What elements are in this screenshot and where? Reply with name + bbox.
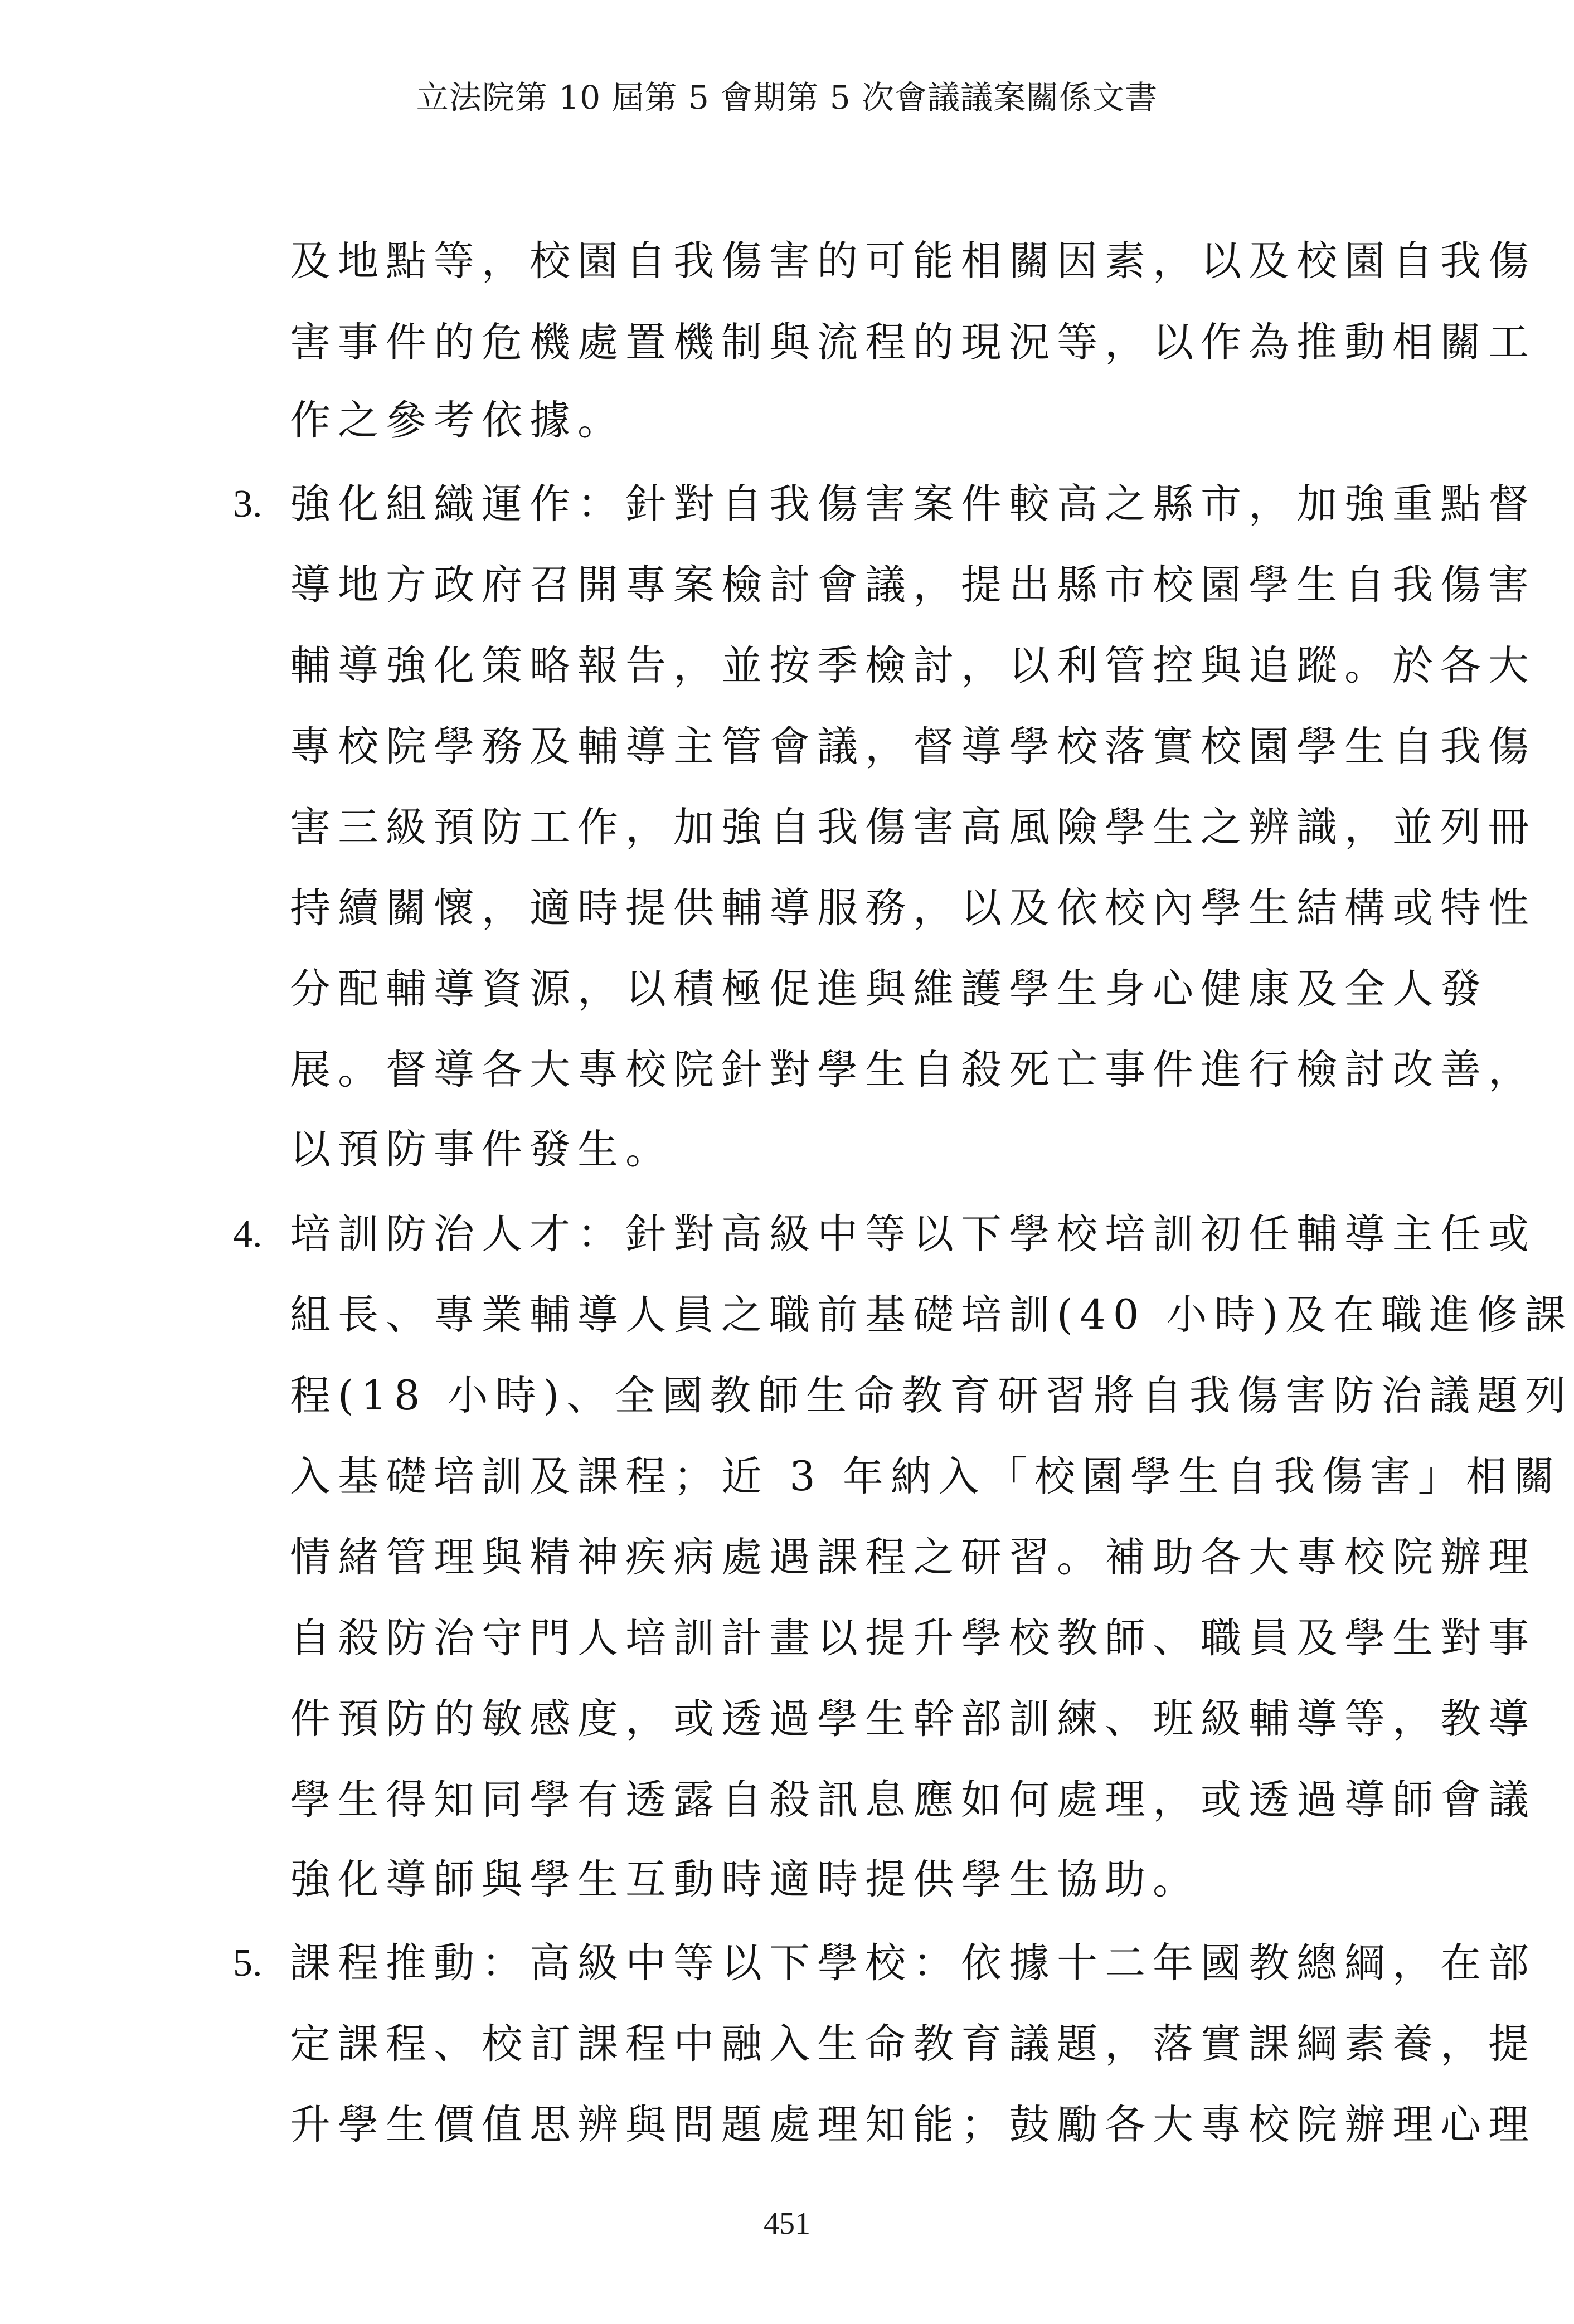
text-line: 專校院學務及輔導主管會議，督導學校落實校園學生自我傷 — [290, 723, 1536, 770]
text-line: 組長、專業輔導人員之職前基礎培訓(40 小時)及在職進修課 — [290, 1291, 1573, 1339]
text-line: 程(18 小時)、全國教師生命教育研習將自我傷害防治議題列 — [290, 1372, 1573, 1419]
text-line: 培訓防治人才：針對高級中等以下學校培訓初任輔導主任或 — [290, 1210, 1536, 1258]
text-line: 持續關懷，適時提供輔導服務，以及依校內學生結構或特性 — [290, 884, 1536, 932]
text-line: 害三級預防工作，加強自我傷害高風險學生之辨識，並列冊 — [290, 804, 1536, 851]
text-line: 件預防的敏感度，或透過學生幹部訓練、班級輔導等，教導 — [290, 1695, 1536, 1743]
text-line: 及地點等，校園自我傷害的可能相關因素，以及校園自我傷 — [290, 237, 1536, 285]
text-line: 定課程、校訂課程中融入生命教育議題，落實課綱素養，提 — [290, 2020, 1536, 2068]
item-number: 3. — [233, 483, 263, 526]
text-line: 自殺防治守門人培訓計畫以提升學校教師、職員及學生對事 — [290, 1615, 1536, 1662]
text-line: 強化組織運作：針對自我傷害案件較高之縣市，加強重點督 — [290, 480, 1536, 528]
text-line: 課程推動：高級中等以下學校：依據十二年國教總綱，在部 — [290, 1939, 1536, 1987]
text-line: 輔導強化策略報告，並按季檢討，以利管控與追蹤。於各大 — [290, 642, 1536, 689]
item-number: 5. — [233, 1942, 263, 1985]
text-line: 以預防事件發生。 — [290, 1126, 673, 1173]
text-line: 害事件的危機處置機制與流程的現況等，以作為推動相關工 — [290, 319, 1536, 366]
text-line: 分配輔導資源，以積極促進與維護學生身心健康及全人發 — [290, 965, 1488, 1013]
text-line: 強化導師與學生互動時適時提供學生協助。 — [290, 1856, 1201, 1903]
item-number: 4. — [233, 1213, 263, 1256]
document-header: 立法院第 10 屆第 5 會期第 5 次會議議案關係文書 — [416, 79, 1158, 116]
text-line: 作之參考依據。 — [290, 397, 625, 444]
text-line: 入基礎培訓及課程；近 3 年納入「校園學生自我傷害」相關 — [290, 1453, 1562, 1500]
text-line: 導地方政府召開專案檢討會議，提出縣市校園學生自我傷害 — [290, 561, 1536, 609]
text-line: 升學生價值思辨與問題處理知能；鼓勵各大專校院辦理心理 — [290, 2101, 1536, 2148]
text-line: 情緒管理與精神疾病處遇課程之研習。補助各大專校院辦理 — [290, 1534, 1536, 1581]
text-line: 學生得知同學有透露自殺訊息應如何處理，或透過導師會議 — [290, 1776, 1536, 1824]
page-number: 451 — [764, 2206, 810, 2241]
text-line: 展。督導各大專校院針對學生自殺死亡事件進行檢討改善， — [290, 1046, 1536, 1093]
